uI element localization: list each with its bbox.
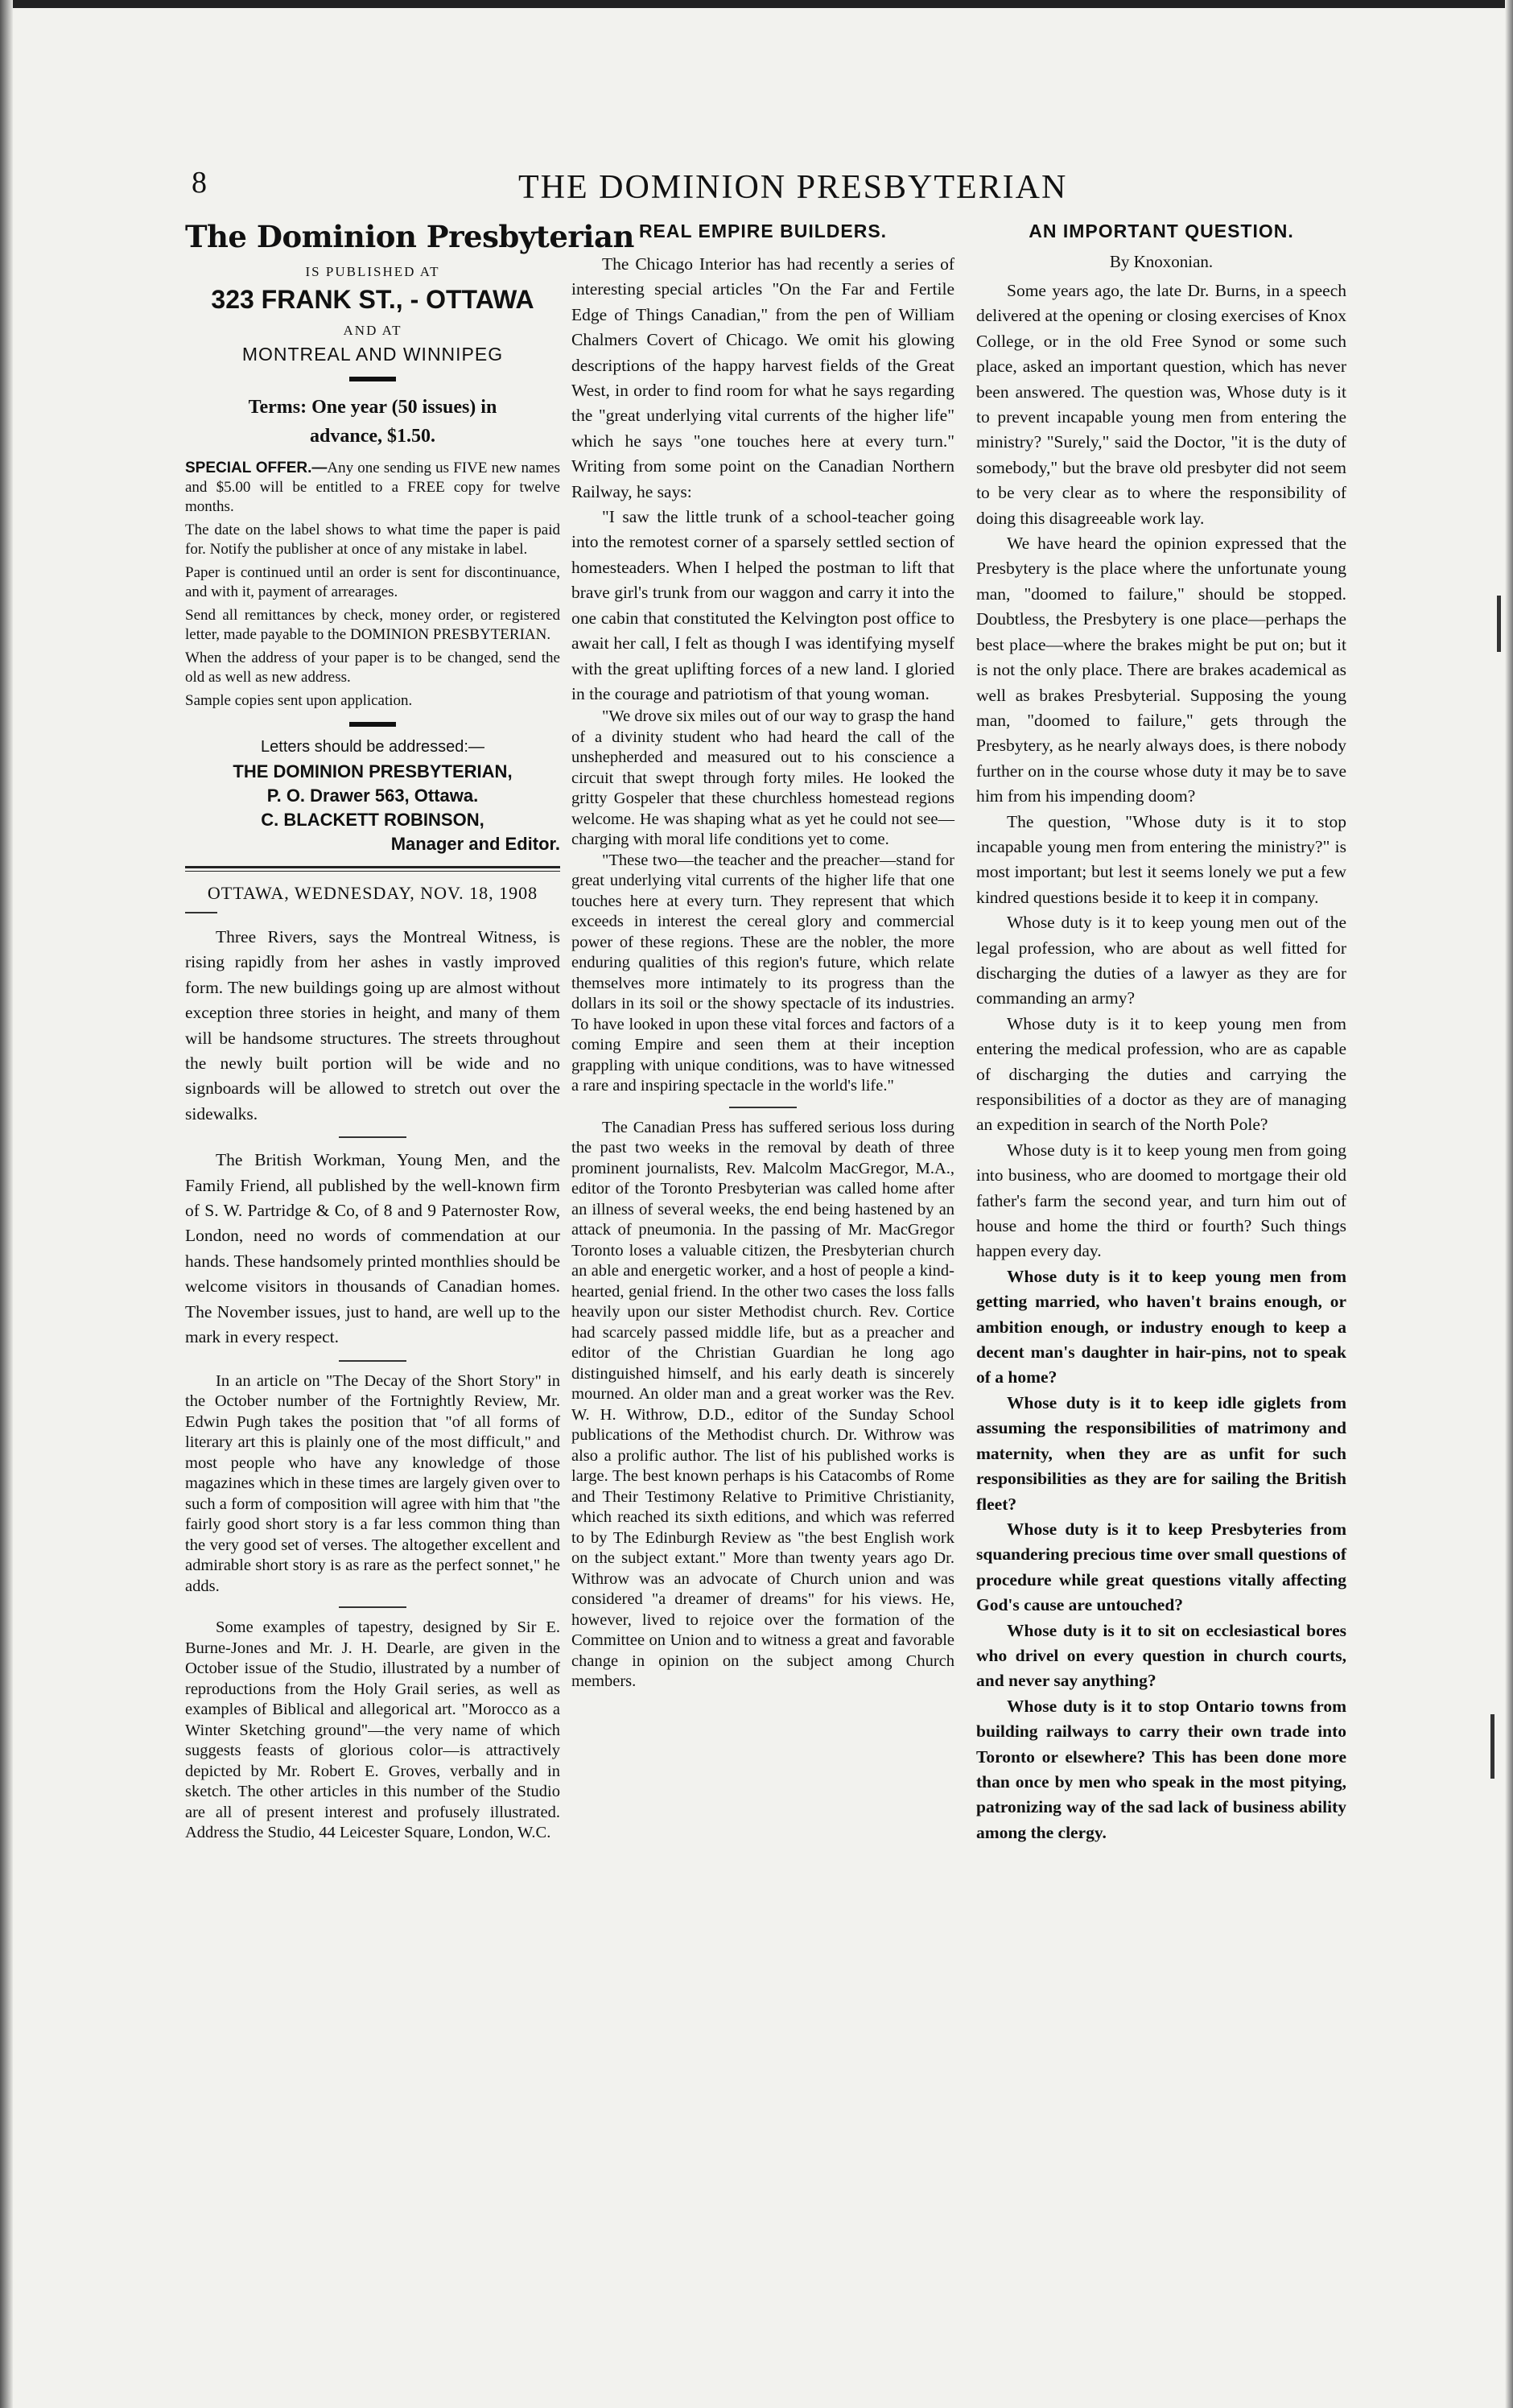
article-paragraph: "These two—the teacher and the preacher—stand for great underlying vital currents of the higher life that one touches here at every turn. They represent that which exceeds in interest the cereal glory and commercial power of these regions. These are the nobler, the more enduring qualities of this region's future, which relate themselves more intimately to its progress than the dollars in its soil or the showy spectacle of its industries. To have looked in upon these vital forces and factors of a coming Empire and seen them at their inception grappling with unique conditions, was to have witnessed a rare and inspiring spectacle in the world's life." <box>571 851 954 1095</box>
divider <box>339 1136 406 1138</box>
notice <box>185 563 560 602</box>
manager-name: C. BLACKETT ROBINSON, <box>261 810 484 830</box>
page-right-edge <box>1505 0 1513 2408</box>
notice-text: Paper is continued until an order is sent for discontinuance, and with it, payment of arrearages. <box>185 564 560 600</box>
manager-title: Manager and Editor. <box>390 834 560 854</box>
masthead-title: The Dominion Presbyterian <box>185 219 634 254</box>
double-rule <box>185 866 560 872</box>
article-paragraph: Whose duty is it to keep idle giglets from assuming the responsibilities of matrimony and maternity, when they are as unfit for such responsibilities as they are for sailing the British fleet? <box>976 1392 1346 1514</box>
article-paragraph: Whose duty is it to stop Ontario towns from building railways to carry their own trade into Toronto or elsewhere? This has been done more than once by men who speak in the most pitying, patronizing way of the sad lack of business ability among the clergy. <box>976 1696 1346 1842</box>
paper-name: THE DOMINION PRESBYTERIAN <box>518 169 1068 206</box>
page-number: 8 <box>192 166 207 200</box>
column-3 <box>976 219 1346 1845</box>
terms-line: advance, $1.50. <box>310 426 435 447</box>
divider <box>339 1360 406 1362</box>
article-paragraph: Whose duty is it to sit on ecclesiastical bores who drivel on every question in church courts, and never say anything? <box>976 1620 1346 1691</box>
article-paragraph: The Chicago Interior has had recently a series of interesting special articles "On the Far and Fertile Edge of Things Canadian," from the pen of William Chalmers Covert of Chicago. We omit his glowing descriptions of the happy harvest fields of the Great West, in order to find room for what he says regarding the "great underlying vital currents of the higher life" which he says "one touches here at every turn." Writing from some point on the Canadian Northern Railway, he says: <box>571 254 954 501</box>
divider <box>339 1606 406 1608</box>
notice-text: Sample copies sent upon application. <box>185 692 413 709</box>
notice <box>185 691 560 711</box>
rule <box>349 722 396 727</box>
article-paragraph: In an article on "The Decay of the Short Story" in the October number of the Fortnightly Review, Mr. Edwin Pugh takes the position that "of all forms of literary art this is plainly one of the most difficult," and most people who have any knowledge of those magazines which in these times are largely given over to such a form of composition will agree with him that "the fairly good short story is a far less common thing than the very good set of verses. The altogether excellent and admirable short story is as rare as the perfect sonnet," he adds. <box>185 1371 560 1595</box>
article-paragraph: Whose duty is it to keep young men from entering the medical profession, who are as capable of discharging the duties and carrying the responsibilities of a doctor as they are of managing an expedition in search of the North Pole? <box>976 1013 1346 1135</box>
article-paragraph: Whose duty is it to keep young men from going into business, who are doomed to mortgage their old father's farm the second year, and turn him out of house and home the third or fourth? Such things happen every day. <box>976 1140 1346 1261</box>
divider <box>729 1107 797 1108</box>
scan-mark <box>1497 596 1501 652</box>
notice-text: The date on the label shows to what time the paper is paid for. Notify the publisher at once of any mistake in label. <box>185 522 560 558</box>
letters-instruction: Letters should be addressed:— <box>261 738 484 756</box>
and-at: AND AT <box>343 323 402 338</box>
scan-mark <box>1490 1714 1494 1779</box>
article-paragraph: "I saw the little trunk of a school-teacher going into the remotest corner of a sparsely settled section of homesteaders. When I helped the postman to lift that brave girl's trunk from our waggon and carry it into the one cabin that constituted the Kelvington post office to await her call, I felt as though I was identifying myself with the great uplifting forces of a new land. I gloried in the courage and patriotism of that young woman. <box>571 507 954 703</box>
article-paragraph: "We drove six miles out of our way to grasp the hand of a divinity student who had heard the call of the unshepherded and measured out to his conscience a circuit that swept through forty miles. He looked the gritty Gospeler that these churchless homestead regions welcome. He was shaping what as yet he could not see—charging with moral life conditions yet to come. <box>571 707 954 849</box>
notice-text: Send all remittances by check, money order, or registered letter, made payable to the DOMINION PRESBYTERIAN. <box>185 607 560 643</box>
article-paragraph: The question, "Whose duty is it to stop incapable young men from entering the ministry?" is most important; but lest it seems lonely we put a few kindred questions beside it to keep it in company. <box>976 811 1346 907</box>
article-paragraph: Whose duty is it to keep Presbyteries from squandering precious time over small questions of procedure while great questions vitally affecting God's cause are untouched? <box>976 1519 1346 1615</box>
notice <box>185 521 560 559</box>
notice <box>185 606 560 645</box>
short-rule <box>185 912 217 913</box>
notice-lead: SPECIAL OFFER.— <box>185 460 328 476</box>
page-header <box>0 165 1513 213</box>
article-byline: By Knoxonian. <box>1109 252 1214 271</box>
dateline: OTTAWA, WEDNESDAY, NOV. 18, 1908 <box>207 883 538 903</box>
article-paragraph: Some examples of tapestry, designed by Sir E. Burne-Jones and Mr. J. H. Dearle, are given in the October issue of the Studio, illustrated by a number of reproductions from the Holy Grail series, as well as examples of Biblical and allegorical art. "Morocco as a Winter Sketching ground"—the very name of which suggests feasts of glorious color—is attractively depicted by Mr. Robert E. Groves, verbally and in sketch. The other articles in this number of the Studio are all of present interest and profusely illustrated. Address the Studio, 44 Leicester Square, London, W.C. <box>185 1618 560 1841</box>
publisher-address: 323 FRANK ST., - OTTAWA <box>211 285 534 314</box>
article-paragraph: Some years ago, the late Dr. Burns, in a speech delivered at the opening or closing exercises of Knox College, or in the old Free Synod or some such place, asked an important question, which has never been answered. The question was, Whose duty is it to prevent incapable young men from entering the ministry? "Surely," said the Doctor, "it is the duty of somebody," but the brave old presbyter did not seem to be very clear as to where the responsibility of doing this disagreeable work lay. <box>976 281 1346 528</box>
notice <box>185 459 560 517</box>
article-paragraph: Whose duty is it to keep young men out of the legal profession, who are about as well fitted for discharging the duties of a lawyer as they are for commanding an army? <box>976 913 1346 1008</box>
page-top-edge <box>0 0 1513 8</box>
article-paragraph: Three Rivers, says the Montreal Witness, is rising rapidly from her ashes in vastly improved form. The new buildings going up are almost without exception three stories in height, and many of them will be handsome structures. The streets throughout the newly built portion will be wide and no signboards will be allowed to stretch out over the sidewalks. <box>185 927 560 1124</box>
column-2 <box>571 219 954 1693</box>
article-paragraph: We have heard the opinion expressed that the Presbytery is the place where the unfortunate young man, "doomed to failure," should be stopped. Doubtless, the Presbytery is one place—perhaps the best place—where the brakes might be put on; but it is not the only place. There are brakes academical as well as brakes Presbyterial. Supposing the young man, "doomed to failure," gets through the Presbytery, as he nearly always does, is there nobody further on in the course whose duty it may be to save him from his impending doom? <box>976 534 1346 806</box>
article-headline: AN IMPORTANT QUESTION. <box>1029 221 1294 241</box>
article-paragraph: The British Workman, Young Men, and the Family Friend, all published by the well-known firm of S. W. Partridge & Co, of 8 and 9 Paternoster Row, London, need no words of commendation at our hands. These handsomely printed monthlies should be welcome visitors in thousands of Canadian homes. The November issues, just to hand, are well up to the mark in every respect. <box>185 1150 560 1347</box>
rule <box>349 377 396 381</box>
article-paragraph: The Canadian Press has suffered serious loss during the past two weeks in the removal by death of three prominent journalists, Rev. Malcolm MacGregor, M.A., editor of the Toronto Presbyterian was called home after an illness of several weeks, the end being hastened by an attack of pneumonia. In the passing of Mr. MacGregor Toronto loses a valuable citizen, the Presbyterian church an able and energetic worker, and a host of people a kind-hearted, genial friend. In the other two cases the loss falls heavily upon our sister Methodist church. Rev. Cortice had scarcely passed middle life, but as a preacher and editor of the Christian Guardian he long ago distinguished himself, and his early death is sincerely mourned. An older man and a great worker was the Rev. W. H. Withrow, D.D., editor of the Sunday School publications of the Methodist church. Dr. Withrow was also a prolific author. The list of his published works is large. The best known perhaps is his Catacombs of Rome and Their Testimony Relative to Primitive Christianity, which reached its sixth editions, and which was referred to by The Edinburgh Review as "the best English work on the subject extant." More than twenty years ago Dr. Withrow was an advocate of Church union and was considered "a dreamer of dreams" for his views. He, however, lived to rejoice over the formation of the Committee on Union and to witness a great and favorable change in opinion on the subject among Church members. <box>571 1118 954 1691</box>
notice <box>185 649 560 687</box>
notice-text: Any one sending us FIVE new names and $5.00 will be entitled to a FREE copy for twelve months. <box>185 460 560 515</box>
page-left-edge <box>0 0 13 2408</box>
notice-text: When the address of your paper is to be changed, send the old as well as new address. <box>185 649 560 686</box>
subscription-terms <box>185 393 560 451</box>
article-headline: REAL EMPIRE BUILDERS. <box>638 221 888 241</box>
published-at: IS PUBLISHED AT <box>305 264 440 279</box>
other-cities: MONTREAL AND WINNIPEG <box>241 344 504 365</box>
letters-name: THE DOMINION PRESBYTERIAN, <box>233 761 513 781</box>
terms-line: Terms: One year (50 issues) in <box>248 397 497 418</box>
column-1 <box>185 219 634 1844</box>
letters-box: P. O. Drawer 563, Ottawa. <box>266 785 479 806</box>
article-paragraph: Whose duty is it to keep young men from getting married, who haven't brains enough, or ambition enough, or industry enough to keep a decent man's daughter in hair-pins, not to speak of a home? <box>976 1266 1346 1387</box>
